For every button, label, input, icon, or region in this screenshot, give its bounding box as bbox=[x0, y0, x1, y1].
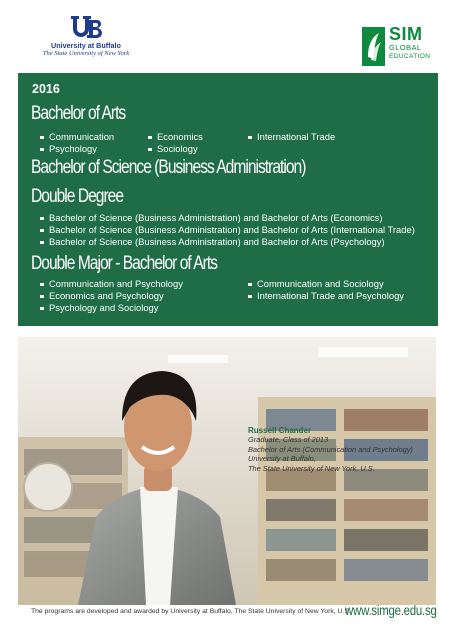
list-item: Bachelor of Science (Business Administration) and Bachelor of Arts (Economics) bbox=[38, 212, 415, 224]
sim-wordmark bbox=[389, 25, 430, 61]
bsc-heading: Bachelor of Science (Business Administration) bbox=[31, 157, 306, 178]
double-major-list-col1 bbox=[38, 278, 183, 314]
list-item: Psychology and Sociology bbox=[38, 302, 183, 314]
graduate-university: University at Buffalo, bbox=[248, 454, 316, 464]
ba-list-col3 bbox=[246, 131, 335, 143]
sim-global: GLOBAL bbox=[389, 43, 422, 52]
sim-leaf-icon bbox=[362, 27, 385, 66]
ba-list-col1 bbox=[38, 131, 114, 155]
sim-logo bbox=[362, 24, 444, 67]
graduate-name: Russell Chander bbox=[248, 426, 312, 435]
list-item: Communication bbox=[38, 131, 114, 143]
double-degree-heading: Double Degree bbox=[31, 186, 124, 207]
programmes-panel bbox=[18, 73, 438, 326]
sim-education: EDUCATION bbox=[389, 53, 431, 60]
graduate-photo bbox=[18, 337, 436, 605]
graduate-degree: Bachelor of Arts (Communication and Psychology) bbox=[248, 444, 413, 454]
list-item: Economics and Psychology bbox=[38, 290, 183, 302]
list-item: Bachelor of Science (Business Administration) and Bachelor of Arts (International Trade) bbox=[38, 224, 415, 236]
year-label: 2016 bbox=[32, 82, 60, 96]
double-major-list-col2 bbox=[246, 278, 404, 302]
list-item: International Trade and Psychology bbox=[246, 290, 404, 302]
list-item: Economics bbox=[146, 131, 203, 143]
graduate-class: Graduate, Class of 2013 bbox=[248, 435, 329, 445]
graduate-university-full: The State University of New York, U.S. bbox=[248, 463, 375, 473]
testimonial-caption bbox=[248, 426, 413, 473]
list-item: Bachelor of Science (Business Administration) and Bachelor of Arts (Psychology) bbox=[38, 236, 415, 248]
website-link[interactable]: www.simge.edu.sg bbox=[345, 603, 437, 618]
ub-monogram-icon bbox=[69, 14, 103, 40]
ub-name: University at Buffalo bbox=[51, 41, 121, 50]
list-item: Communication and Sociology bbox=[246, 278, 404, 290]
ub-subtitle: The State University of New York bbox=[42, 50, 130, 57]
ub-logo bbox=[36, 14, 136, 57]
double-degree-list bbox=[38, 212, 415, 248]
footer-note: The programs are developed and awarded by University at Buffalo, The State University of New York, U.S. bbox=[31, 608, 351, 615]
ba-heading: Bachelor of Arts bbox=[31, 103, 126, 124]
list-item: Sociology bbox=[146, 143, 203, 155]
ba-list-col2 bbox=[146, 131, 203, 155]
list-item: Psychology bbox=[38, 143, 114, 155]
list-item: Communication and Psychology bbox=[38, 278, 183, 290]
double-major-heading: Double Major - Bachelor of Arts bbox=[31, 253, 217, 274]
sim-name: SIM bbox=[389, 24, 423, 44]
list-item: International Trade bbox=[246, 131, 335, 143]
